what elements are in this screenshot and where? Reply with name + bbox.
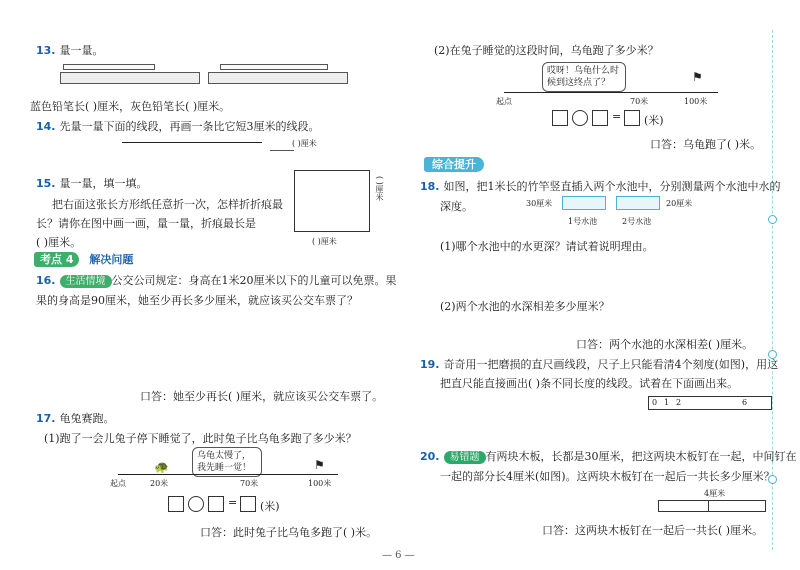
ruler-left <box>60 72 200 84</box>
q17-track1 <box>118 474 338 475</box>
q17-track2-100: 100米 <box>684 97 708 106</box>
q15-line1: 把右面这张长方形纸任意折一次，怎样折折痕最 <box>52 198 283 211</box>
q17-sub1: (1)跑了一会儿兔子停下睡觉了，此时兔子比乌龟多跑了多少米？ <box>44 432 357 445</box>
q17-answer2: 口答：乌龟跑了( )米。 <box>650 138 762 151</box>
pool-2 <box>616 196 660 210</box>
q17-box1[interactable] <box>168 496 184 512</box>
q15-rectangle <box>294 170 370 232</box>
q16-line1: 16. 生活情境 公交公司规定：身高在1米20厘米以下的儿童可以免票。果 <box>36 274 397 287</box>
q17b-equals: = <box>612 110 622 123</box>
q17-box2[interactable] <box>208 496 224 512</box>
blue-pencil <box>63 64 155 70</box>
q18-label-left: 30厘米 <box>526 199 553 208</box>
q19-line1: 19. 奇奇用一把磨损的直尺画线段，尺子上只能看清4个刻度(如图)，用这 <box>420 358 779 371</box>
q19-line2: 把直尺能直接画出( )条不同长度的线段。试着在下面画出来。 <box>440 377 739 390</box>
section4-header <box>34 251 133 267</box>
q15-line3: ( )厘米。 <box>36 236 82 249</box>
q17-title: 17. 龟兔赛跑。 <box>36 412 115 425</box>
q16-answer: 口答：她至少再长( )厘米，就应该买公交车票了。 <box>140 390 384 403</box>
q17-op1[interactable] <box>188 496 204 512</box>
q18-pool1-label: 1号水池 <box>568 217 598 226</box>
section4-badge: 考点 4 <box>34 252 79 267</box>
q14-text: 14. 先量一量下面的线段，再画一条比它短3厘米的线段。 <box>36 120 320 133</box>
q17-sub2: (2)在兔子睡觉的这段时间，乌龟跑了多少米？ <box>434 44 659 57</box>
q17-track2-start: 起点 <box>496 97 512 106</box>
q20-overlap-label: 4厘米 <box>704 489 726 498</box>
q16-tag: 生活情境 <box>60 275 112 288</box>
q17-bubble1: 乌龟太慢了，我先睡一觉！ <box>192 447 262 477</box>
section4-title: 解决问题 <box>89 253 134 266</box>
ruler-right <box>208 72 348 84</box>
q17b-box1[interactable] <box>552 110 568 126</box>
q17-box3[interactable] <box>240 496 256 512</box>
q14-blank-line <box>270 150 294 151</box>
turtle-icon: 🐢 <box>154 460 169 474</box>
q14-blank: ( )厘米 <box>292 139 317 148</box>
section-comp-header <box>424 156 484 172</box>
q17-equals: = <box>228 496 238 509</box>
q20-line2: 一起的部分长4厘米(如图)。这两块木板钉在一起后一共长多少厘米？ <box>440 470 775 483</box>
ruler-mark-1: 1 <box>664 398 670 407</box>
q17-unit: (米) <box>260 500 280 513</box>
q16-line2: 果的身高是90厘米，她至少再长多少厘米，就应该买公交车票了？ <box>36 294 358 307</box>
edge-dot <box>768 215 777 224</box>
ruler-mark-6: 6 <box>742 398 748 407</box>
q18-sub2: (2)两个水池的水深相差多少厘米？ <box>440 300 610 313</box>
q17-track2 <box>504 92 718 93</box>
q17b-box2[interactable] <box>592 110 608 126</box>
q17-tick-20: 20米 <box>150 479 169 488</box>
q20-line1: 20. 易错题 有两块木板，长都是30厘米，把这两块木板钉在一起，中间钉在 <box>420 450 797 463</box>
q15-title: 15. 量一量，填一填。 <box>36 177 148 190</box>
q17-track2-70: 70米 <box>630 97 649 106</box>
gray-pencil <box>220 64 328 70</box>
q17-tick-70: 70米 <box>240 479 259 488</box>
q17b-unit: (米) <box>644 114 664 127</box>
q17-tick-100: 100米 <box>308 479 332 488</box>
ruler-mark-0: 0 <box>652 398 658 407</box>
q17-answer1: 口答：此时兔子比乌龟多跑了( )米。 <box>200 526 378 539</box>
q17b-op1[interactable] <box>572 110 588 126</box>
flag-icon: ⚑ <box>314 458 325 472</box>
q13-title: 13. 量一量。 <box>36 44 104 57</box>
q18-line2: 深度。 <box>440 200 473 213</box>
ruler-mark-2: 2 <box>676 398 682 407</box>
q15-rect-side: ( )厘米 <box>375 176 384 201</box>
section-comp-title: 综合提升 <box>424 157 484 172</box>
q14-segment <box>122 142 262 143</box>
q15-line2: 长？请你在图中画一画，量一量，折痕最长是 <box>36 217 256 230</box>
q18-answer: 口答：两个水池的水深相差( )厘米。 <box>576 338 754 351</box>
q17-bubble2: 哎呀！乌龟什么时候到这终点了？ <box>542 62 626 92</box>
q18-sub1: (1)哪个水池中的水更深？请试着说明理由。 <box>440 240 654 253</box>
q17b-box3[interactable] <box>624 110 640 126</box>
q18-label-right: 20厘米 <box>666 199 693 208</box>
q17-tick-start: 起点 <box>110 479 126 488</box>
q18-pool2-label: 2号水池 <box>622 217 652 226</box>
q18-line1: 18. 如图，把1米长的竹竿竖直插入两个水池中，分别测量两个水池中水的 <box>420 180 781 193</box>
pool-1 <box>562 196 606 210</box>
q20-answer: 口答：这两块木板钉在一起后一共长( )厘米。 <box>542 524 764 537</box>
q13-answer-line: 蓝色铅笔长( )厘米，灰色铅笔长( )厘米。 <box>30 100 231 113</box>
flag-icon: ⚑ <box>692 70 703 84</box>
board-2 <box>708 500 766 512</box>
q15-rect-bottom: ( )厘米 <box>312 237 337 246</box>
q20-tag: 易错题 <box>444 451 486 464</box>
page-number: — 6 — <box>382 550 415 561</box>
